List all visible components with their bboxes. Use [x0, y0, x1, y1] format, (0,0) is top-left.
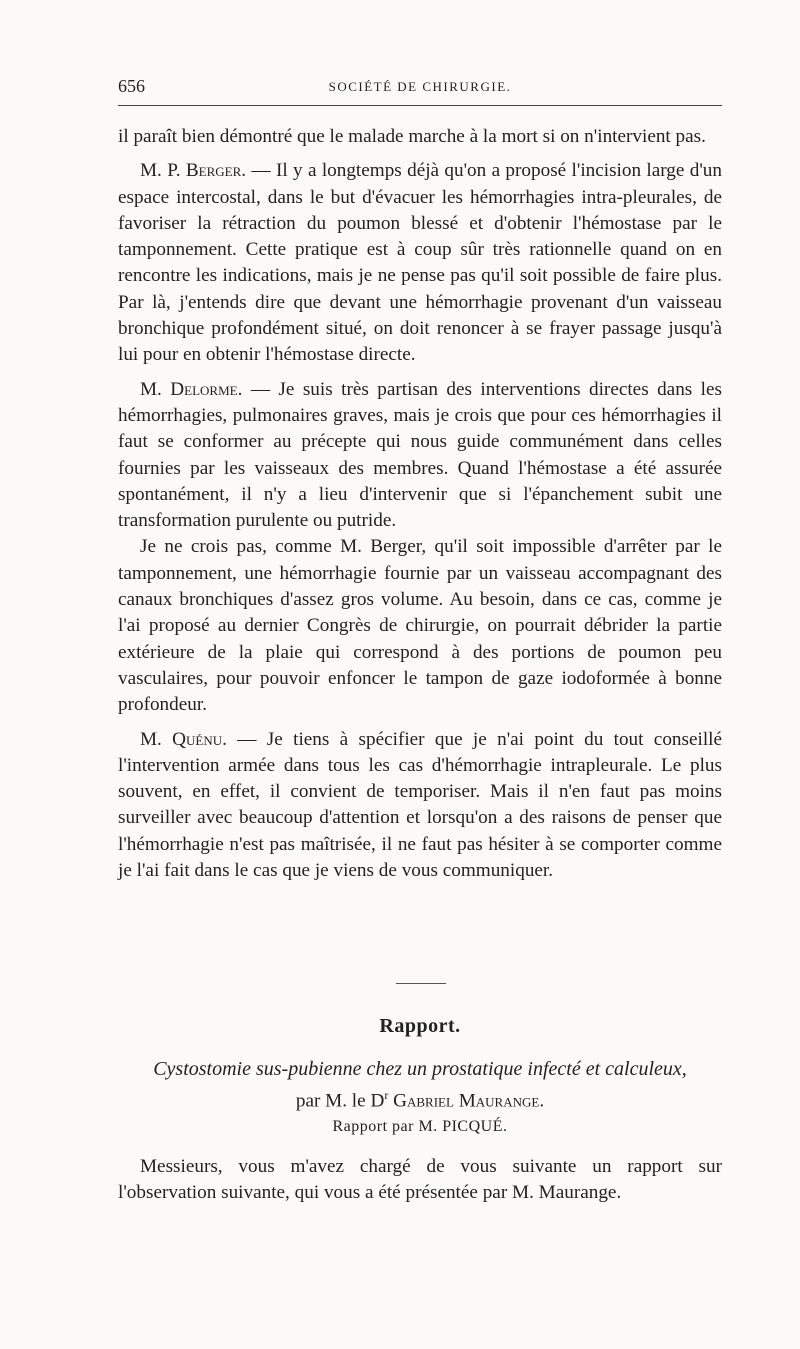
header-rule: [118, 105, 722, 106]
opening-paragraph: Messieurs, vous m'avez chargé de vous suivante un rapport sur l'observation suivante, qui vous a été présentée par M. Maurange.: [118, 1156, 722, 1204]
speaker-text: — Je tiens à spécifier que je n'ai point du tout conseillé l'intervention armée dans tous les cas d'hémorrhagie intrapleurale. Le plus souvent, en effet, il convient de temporiser. Mais il n'en faut pas moins surveiller avec beaucoup d'attention et lorsqu'on a des raisons de penser que l'hémorrhagie n'est pas maîtrisée, il ne faut pas hésiter à se comporter comme je l'ai fait dans le cas que je viens de vous communiquer.: [118, 728, 722, 882]
speaker-name: M. Quénu.: [140, 728, 227, 750]
author-sup: r: [384, 1088, 389, 1102]
report-by-line: Rapport par M. PICQUÉ.: [332, 1118, 508, 1135]
page-number: 656: [118, 76, 145, 96]
speaker-text: — Je suis très partisan des interventions directes dans les hémorrhagies, pulmonaires graves, mais je crois que pour ces hémorrhagies il faut se conformer au précepte qui nous guide communément dans celles fournies par les vaisseaux des membres. Quand l'hémostase a été assurée spontanément, il n'y a lieu d'intervenir que si l'épanchement subit une transformation purulente ou putride.: [118, 378, 723, 532]
delorme-continued-paragraph: Je ne crois pas, comme M. Berger, qu'il soit impossible d'arrêter par le tamponnement, une hémorrhagie fournie par un vaisseau accompagnant des canaux bronchiques d'assez gros volume. Au besoin, dans ce cas, comme je l'ai proposé au dernier Congrès de chirurgie, on pourrait débrider la partie extérieure de la plaie qui correspond à des portions de poumon peu vasculaires, pour pouvoir enfoncer le tampon de gaze iodoformée à bonne profondeur.: [118, 536, 722, 716]
continuation-paragraph: il paraît bien démontré que le malade marche à la mort si on n'intervient pas.: [118, 126, 706, 147]
berger-paragraph: [118, 158, 722, 368]
report-title: Cystostomie sus-pubienne chez un prostatique infecté et calculeux,: [153, 1058, 687, 1080]
author-prefix: par M. le D: [295, 1090, 385, 1112]
author-name: Gabriel Maurange.: [388, 1090, 545, 1112]
speaker-text: — Il y a longtemps déjà qu'on a proposé l'incision large d'un espace intercostal, dans le but d'évacuer les hémorrhagies intra-pleurales, de favoriser la rétraction du poumon blessé et d'obtenir l'hémostase par le tamponnement. Cette pratique est à coup sûr très rationnelle quand on en rencontre les indications, mais je ne pense pas qu'il soit possible de faire plus. Par là, j'entends dire que devant une hémorrhagie provenant d'un vaisseau bronchique profondément situé, on doit renoncer à se frayer passage jusqu'à lui pour en obtenir l'hémostase directe.: [118, 160, 722, 366]
section-title: Rapport.: [379, 1015, 461, 1037]
delorme-paragraph: [118, 377, 722, 535]
page-header: [118, 76, 722, 100]
report-opening: [118, 1154, 722, 1207]
speaker-name: M. P. Berger.: [140, 160, 247, 182]
running-title: SOCIÉTÉ DE CHIRURGIE.: [328, 79, 512, 94]
quenu-paragraph: [118, 727, 722, 885]
report-author: [118, 1082, 722, 1114]
speaker-name: M. Delorme.: [140, 378, 243, 400]
section-separator: [396, 983, 446, 984]
discussion-text: [118, 124, 722, 884]
